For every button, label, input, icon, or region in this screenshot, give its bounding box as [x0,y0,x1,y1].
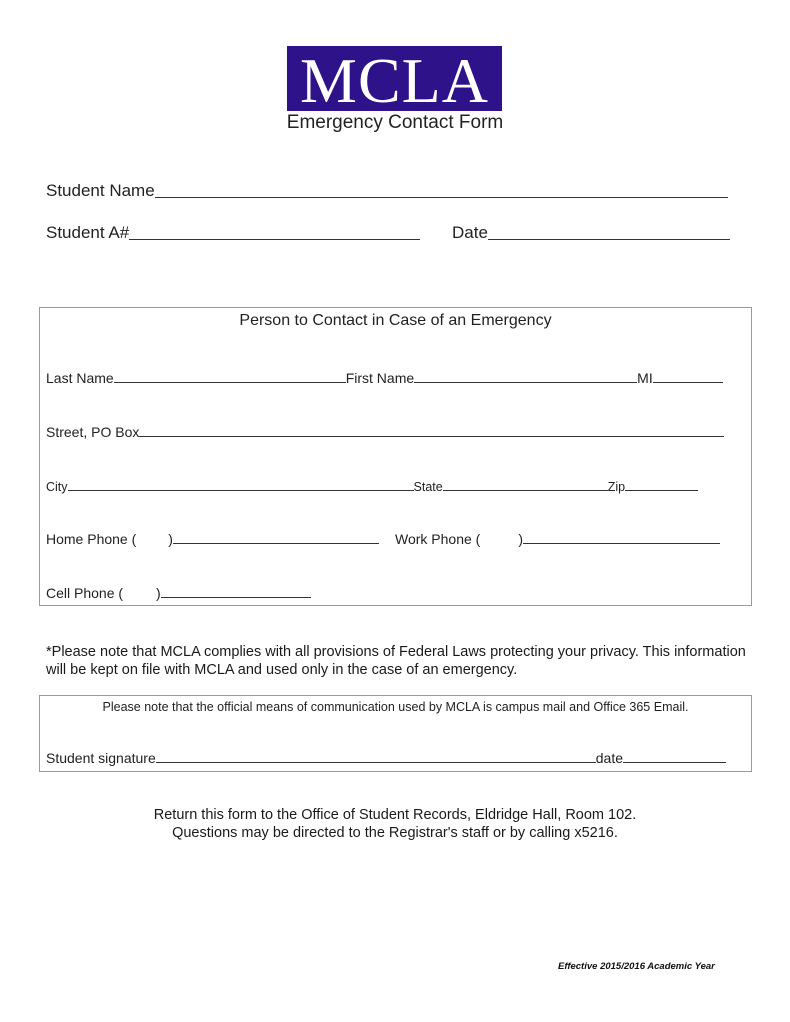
home-phone-field[interactable] [173,543,379,544]
communication-notice: Please note that the official means of communication used by MCLA is campus mail and Office 365 Email. [102,700,689,714]
signature-date-field[interactable] [623,762,726,763]
student-date-row [452,223,730,243]
cell-phone-field[interactable] [161,597,311,598]
last-name-label: Last Name [46,370,114,386]
logo-text: MCLA [300,44,489,116]
first-name-field[interactable] [414,382,637,383]
privacy-note: *Please note that MCLA complies with all provisions of Federal Laws protecting your privacy. This information will be kept on file with MCLA and used only in the case of an emergency. [46,644,746,678]
last-name-field[interactable] [114,382,346,383]
return-instructions: Return this form to the Office of Student Records, Eldridge Hall, Room 102. [153,807,637,823]
student-a-number-row [46,223,420,243]
state-label: State [413,480,443,494]
first-name-label: First Name [345,370,415,386]
student-name-row [46,181,728,201]
signature-row [46,750,726,766]
cell-phone-label: Cell Phone ( [46,585,124,601]
effective-year: Effective 2015/2016 Academic Year [558,961,715,972]
student-name-label: Student Name [46,181,155,200]
signature-date-label: date [595,750,623,766]
street-row [46,424,724,440]
home-phone-row [46,531,379,547]
work-phone-label: Work Phone ( [395,531,481,547]
mi-label: MI [637,370,653,386]
cell-phone-row [46,585,311,601]
street-field[interactable] [139,436,724,437]
work-phone-row [395,531,720,547]
home-phone-paren: ) [168,531,173,547]
signature-field[interactable] [156,762,596,763]
work-phone-field[interactable] [523,543,720,544]
city-label: City [46,480,68,494]
student-date-label: Date [452,223,488,242]
city-state-zip-row [46,480,698,494]
form-title: Emergency Contact Form [286,112,504,133]
zip-field[interactable] [625,490,698,491]
contact-name-row [46,370,723,386]
state-field[interactable] [443,490,608,491]
work-phone-paren: ) [518,531,524,547]
street-label: Street, PO Box [46,424,140,440]
mi-field[interactable] [653,382,723,383]
zip-label: Zip [607,480,626,494]
signature-label: Student signature [46,750,156,766]
home-phone-label: Home Phone ( [46,531,137,547]
student-a-number-field[interactable] [129,239,420,240]
questions-info: Questions may be directed to the Registrar's staff or by calling x5216. [172,825,618,841]
mcla-logo [287,44,502,116]
emergency-box-title: Person to Contact in Case of an Emergency [239,312,552,329]
emergency-contact-box [39,307,752,606]
city-field[interactable] [68,490,414,491]
student-name-field[interactable] [155,197,728,198]
student-date-field[interactable] [488,239,730,240]
cell-phone-paren: ) [156,585,161,601]
student-a-number-label: Student A# [46,223,130,242]
